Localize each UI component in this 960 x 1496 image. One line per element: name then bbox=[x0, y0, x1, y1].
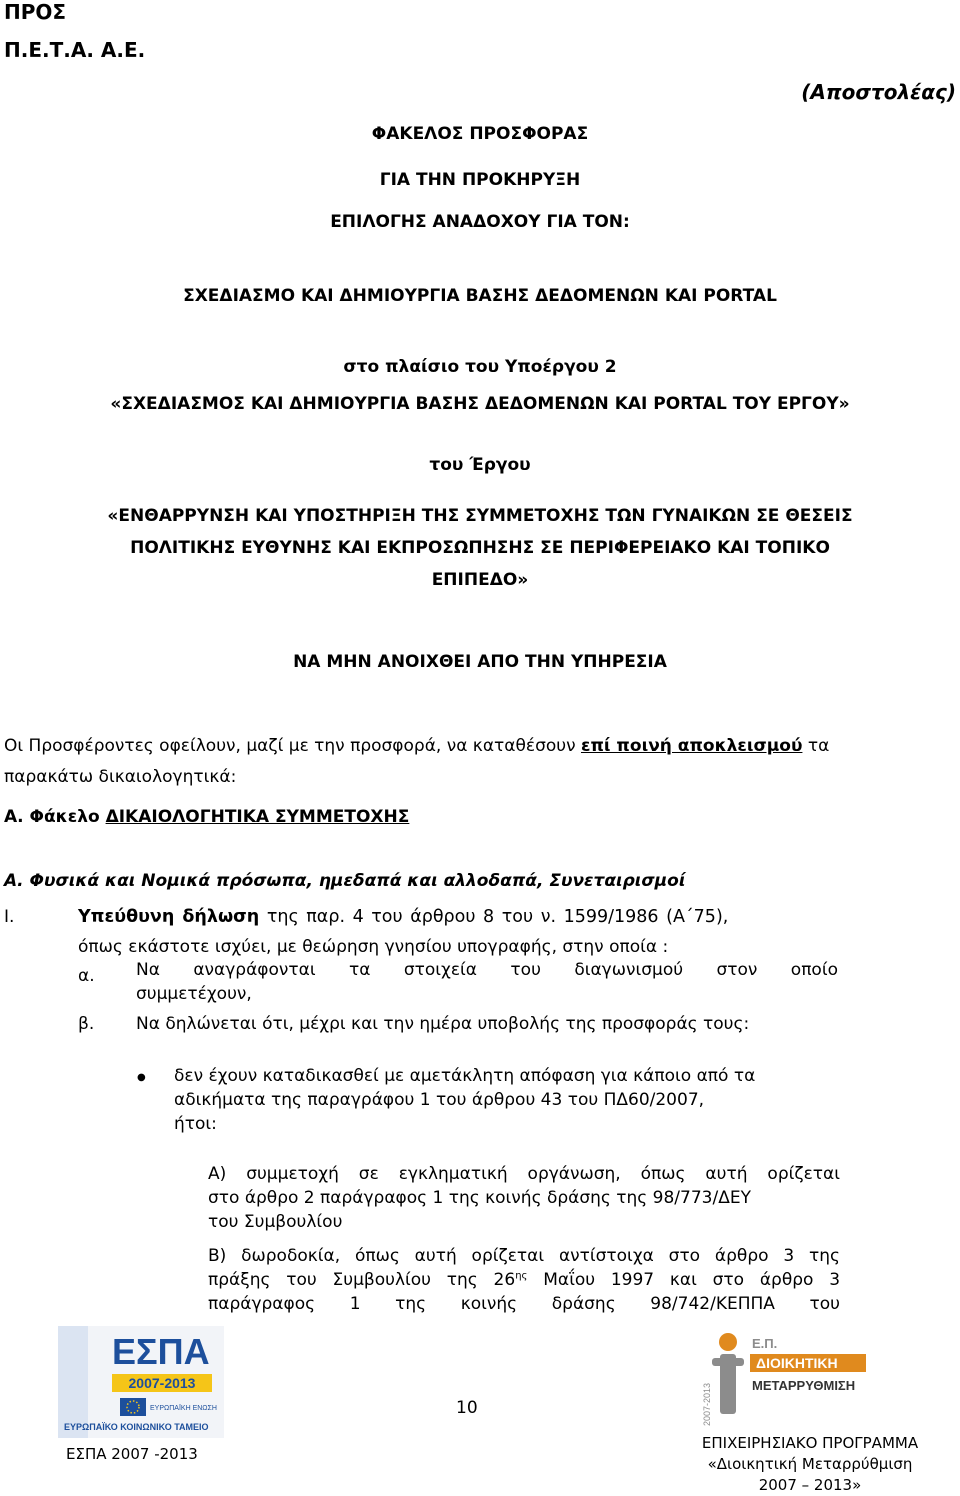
espa-logo-graphic bbox=[54, 1322, 228, 1442]
title-line-9: ΠΟΛΙΤΙΚΗΣ ΕΥΘΥΝΗΣ ΚΑΙ ΕΚΠΡΟΣΩΠΗΣΗΣ ΣΕ ΠΕΡΙΦΕΡΕΙΑΚΟ ΚΑΙ ΤΟΠΙΚΟ bbox=[130, 538, 830, 558]
bullet-dot: ● bbox=[137, 1072, 146, 1083]
footer-right-caption-2: «Διοικητική Μεταρρύθμιση bbox=[707, 1455, 913, 1473]
espa-logo-fund: ΕΥΡΩΠΑΪΚΟ ΚΟΙΝΩΝΙΚΟ ΤΑΜΕΙΟ bbox=[64, 1422, 209, 1432]
title-line-10: ΕΠΙΠΕΔΟ» bbox=[431, 570, 529, 590]
do-not-open-warning: ΝΑ ΜΗΝ ΑΝΟΙΧΘΕΙ ΑΠΟ ΤΗΝ ΥΠΗΡΕΣΙΑ bbox=[293, 652, 667, 672]
espa-logo-eu: ΕΥΡΩΠΑΪΚΗ ΕΝΩΣΗ bbox=[150, 1405, 217, 1412]
offence-b-line-3: παράγραφος 1 της κοινής δράσης 98/742/ΚΕΠΠΑ του bbox=[208, 1294, 840, 1314]
item-1-line-1 bbox=[78, 907, 728, 927]
item-1-bold: Υπεύθυνη δήλωση bbox=[78, 907, 260, 927]
offence-b-line-2 bbox=[208, 1270, 840, 1290]
title-line-4: ΣΧΕΔΙΑΣΜΟ ΚΑΙ ΔΗΜΙΟΥΡΓΙΑ ΒΑΣΗΣ ΔΕΔΟΜΕΝΩΝ ΚΑΙ PORTAL bbox=[183, 286, 777, 306]
sub-a-line-1: Να αναγράφονται τα στοιχεία του διαγωνισμού στον οποίο bbox=[136, 960, 838, 980]
offence-b-line-2a: πράξης του Συμβουλίου της 26 bbox=[208, 1270, 516, 1290]
espa-logo-years: 2007-2013 bbox=[128, 1375, 196, 1391]
section-a-title: ΔΙΚΑΙΟΛΟΓΗΤΙΚΑ ΣΥΜΜΕΤΟΧΗΣ bbox=[105, 807, 410, 827]
offence-b-line-1: Β) δωροδοκία, όπως αυτή ορίζεται αντίστοιχα στο άρθρο 3 της bbox=[208, 1246, 840, 1266]
to-label: ΠΡΟΣ bbox=[4, 0, 67, 24]
ep-logo-ep: Ε.Π. bbox=[752, 1336, 778, 1351]
bullet-line-2: αδικήματα της παραγράφου 1 του άρθρου 43 του ΠΔ60/2007, bbox=[174, 1090, 705, 1110]
title-line-5: στο πλαίσιο του Υποέργου 2 bbox=[343, 357, 617, 377]
sub-b-line-1: Να δηλώνεται ότι, μέχρι και την ημέρα υποβολής της προσφοράς τους: bbox=[136, 1014, 750, 1034]
title-line-2: ΓΙΑ ΤΗΝ ΠΡΟΚΗΡΥΞΗ bbox=[379, 170, 581, 190]
ep-logo-line-1: ΔΙΟΙΚΗΤΙΚΗ bbox=[756, 1355, 838, 1371]
footer-right-caption bbox=[680, 1433, 940, 1496]
offence-a-line-1: Α) συμμετοχή σε εγκληματική οργάνωση, όπως αυτή ορίζεται bbox=[208, 1164, 840, 1184]
title-line-6: «ΣΧΕΔΙΑΣΜΟΣ ΚΑΙ ΔΗΜΙΟΥΡΓΙΑ ΒΑΣΗΣ ΔΕΔΟΜΕΝΩΝ ΚΑΙ PORTAL ΤΟΥ ΕΡΓΟΥ» bbox=[110, 394, 850, 414]
intro-emphasis: επί ποινή αποκλεισμού bbox=[580, 736, 803, 756]
ep-logo-graphic bbox=[690, 1328, 874, 1430]
bullet-line-3: ήτοι: bbox=[174, 1114, 217, 1134]
intro-line-2: παρακάτω δικαιολογητικά: bbox=[4, 767, 237, 787]
offence-a-line-3: του Συμβουλίου bbox=[208, 1212, 343, 1232]
title-line-7: του Έργου bbox=[429, 455, 531, 475]
section-a-subheading: Α. Φυσικά και Νομικά πρόσωπα, ημεδαπά και αλλοδαπά, Συνεταιρισμοί bbox=[4, 871, 686, 891]
footer-left-caption: ΕΣΠΑ 2007 -2013 bbox=[66, 1445, 198, 1463]
ep-logo-side: 2007-2013 bbox=[702, 1382, 712, 1426]
espa-logo bbox=[54, 1322, 228, 1442]
footer-right-caption-1: ΕΠΙΧΕΙΡΗΣΙΑΚΟ ΠΡΟΓΡΑΜΜΑ bbox=[701, 1434, 919, 1452]
bullet-line-1: δεν έχουν καταδικασθεί με αμετάκλητη απόφαση για κάποιο από τα bbox=[174, 1066, 756, 1086]
recipient: Π.Ε.Τ.Α. Α.Ε. bbox=[4, 38, 146, 62]
sub-a-line-2: συμμετέχουν, bbox=[136, 984, 252, 1004]
intro-line-1 bbox=[4, 736, 829, 756]
page-number: 10 bbox=[456, 1398, 478, 1418]
ep-logo-line-2: ΜΕΤΑΡΡΥΘΜΙΣΗ bbox=[752, 1378, 856, 1393]
sub-b-label: β. bbox=[78, 1014, 95, 1034]
offence-a-line-2: στο άρθρο 2 παράγραφος 1 της κοινής δράσης της 98/773/ΔΕΥ bbox=[208, 1188, 751, 1208]
sender-label: (Αποστολέας) bbox=[801, 80, 956, 104]
section-a-prefix: Α. Φάκελο bbox=[4, 807, 106, 827]
item-1-line-2: όπως εκάστοτε ισχύει, με θεώρηση γνησίου υπογραφής, στην οποία : bbox=[78, 937, 669, 957]
title-line-3: ΕΠΙΛΟΓΗΣ ΑΝΑΔΟΧΟΥ ΓΙΑ ΤΟΝ: bbox=[330, 212, 630, 232]
footer-right-caption-3: 2007 – 2013» bbox=[758, 1476, 862, 1494]
title-line-8: «ΕΝΘΑΡΡΥΝΣΗ ΚΑΙ ΥΠΟΣΤΗΡΙΞΗ ΤΗΣ ΣΥΜΜΕΤΟΧΗΣ ΤΩΝ ΓΥΝΑΙΚΩΝ ΣΕ ΘΕΣΕΙΣ bbox=[107, 506, 853, 526]
title-line-1: ΦΑΚΕΛΟΣ ΠΡΟΣΦΟΡΑΣ bbox=[371, 124, 589, 144]
sub-a-label: α. bbox=[78, 966, 95, 986]
offence-b-line-2b: Μαΐου 1997 και στο άρθρο 3 bbox=[527, 1270, 841, 1290]
item-1-number: I. bbox=[4, 907, 15, 927]
offence-b-superscript: ης bbox=[515, 1270, 528, 1282]
ep-logo bbox=[690, 1328, 874, 1430]
intro-text-1: Οι Προσφέροντες οφείλουν, μαζί με την προσφορά, να καταθέσουν bbox=[4, 736, 581, 756]
intro-text-2: τα bbox=[802, 736, 830, 756]
item-1-text: της παρ. 4 του άρθρου 8 του ν. 1599/1986 (Α΄75), bbox=[259, 907, 729, 927]
section-a-heading bbox=[4, 807, 409, 827]
espa-logo-word: ΕΣΠΑ bbox=[112, 1331, 210, 1372]
